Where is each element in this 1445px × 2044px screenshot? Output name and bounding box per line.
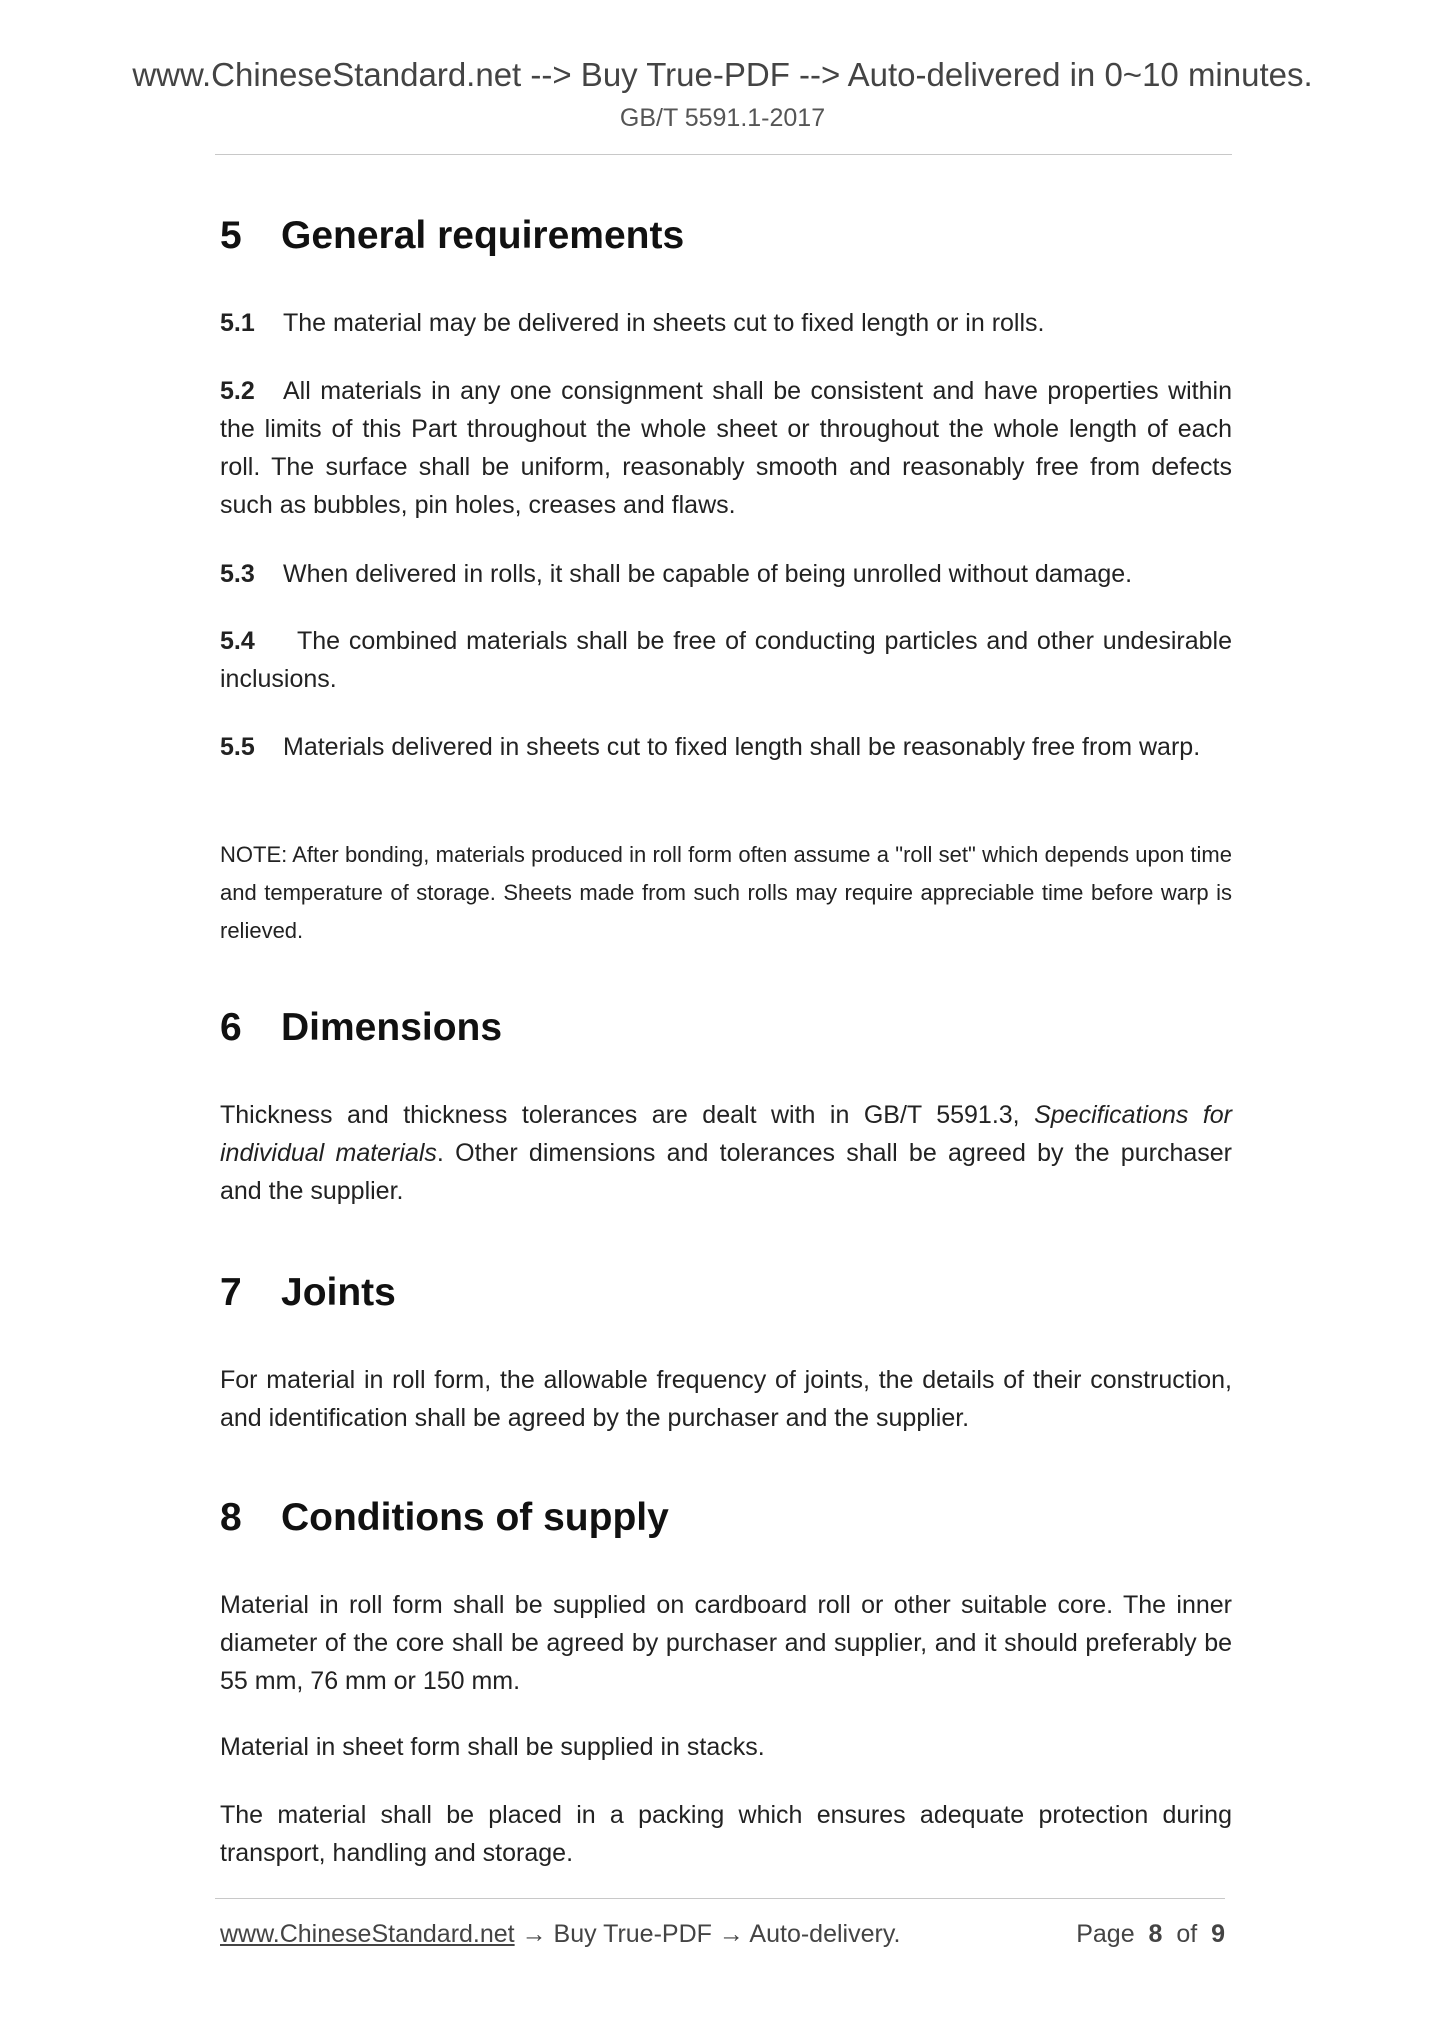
clause-5-2: [220, 372, 1232, 524]
section-7-heading: [220, 1271, 396, 1315]
clause-5-4: [220, 622, 1232, 698]
footer-buy-link[interactable]: Buy True-PDF: [553, 1920, 712, 1948]
clause-text: The combined materials shall be free of conducting particles and other undesirable inclusions.: [220, 627, 1232, 693]
clause-number: 5.5: [220, 733, 255, 761]
section-number: 7: [220, 1271, 242, 1314]
clause-number: 5.4: [220, 627, 255, 655]
note-roll-set: NOTE: After bonding, materials produced in roll form often assume a "roll set" which depends upon time and temperature of storage. Sheets made from such rolls may require appreciable time before warp is relieved.: [220, 842, 1232, 943]
clause-number: 5.1: [220, 309, 255, 337]
page-label: Page: [1076, 1920, 1135, 1948]
dimensions-reference-title: Specifications for individual materials: [220, 1101, 1232, 1167]
section-number: 6: [220, 1006, 242, 1049]
section-title: General requirements: [281, 214, 685, 257]
joints-paragraph: For material in roll form, the allowable frequency of joints, the details of their construction, and identification shall be agreed by the purchaser and the supplier.: [220, 1366, 1232, 1432]
supply-paragraph-stacks: Material in sheet form shall be supplied in stacks.: [220, 1733, 765, 1761]
dimensions-text-after: . Other dimensions and tolerances shall be agreed by the purchaser and the supplier.: [220, 1139, 1232, 1205]
supply-paragraph-packing: The material shall be placed in a packing which ensures adequate protection during transport, handling and storage.: [220, 1801, 1232, 1867]
clause-5-1: [220, 304, 1232, 342]
dimensions-text-before: Thickness and thickness tolerances are dealt with in GB/T 5591.3,: [220, 1101, 1035, 1129]
section-5-heading: [220, 214, 684, 258]
page-indicator: [1076, 1920, 1225, 1949]
clause-text: The material may be delivered in sheets cut to fixed length or in rolls.: [283, 309, 1045, 337]
clause-text: Materials delivered in sheets cut to fixed length shall be reasonably free from warp.: [283, 733, 1201, 761]
clause-text: All materials in any one consignment shall be consistent and have properties within the limits of this Part throughout the whole sheet or throughout the whole length of each roll. The surface shall be uniform, reasonably smooth and reasonably free from defects such as bubbles, pin holes, creases and flaws.: [220, 377, 1232, 519]
clause-number: 5.2: [220, 377, 255, 405]
header-banner[interactable]: www.ChineseStandard.net --> Buy True-PDF --> Auto-delivered in 0~10 minutes.: [132, 56, 1313, 93]
section-6-heading: [220, 1006, 502, 1050]
clause-5-5: [220, 728, 1232, 766]
page-footer: [220, 1920, 1225, 1949]
section-8-heading: [220, 1496, 669, 1540]
footer-auto-delivery: Auto-delivery.: [749, 1920, 901, 1948]
page-current: 8: [1148, 1920, 1163, 1948]
footer-divider: [215, 1898, 1225, 1899]
clause-number: 5.3: [220, 560, 255, 588]
page-of: of: [1176, 1920, 1198, 1948]
section-title: Joints: [281, 1271, 396, 1314]
header-standard-code: GB/T 5591.1-2017: [619, 104, 826, 132]
dimensions-paragraph: [220, 1096, 1232, 1210]
clause-text: When delivered in rolls, it shall be capable of being unrolled without damage.: [283, 560, 1133, 588]
section-number: 8: [220, 1496, 242, 1539]
page-total: 9: [1211, 1920, 1225, 1948]
section-title: Conditions of supply: [281, 1496, 669, 1539]
section-title: Dimensions: [281, 1006, 503, 1049]
footer-arrow-1: →: [514, 1920, 554, 1948]
footer-site-link[interactable]: www.ChineseStandard.net: [220, 1920, 515, 1948]
clause-5-3: [220, 555, 1232, 593]
header-divider: [215, 154, 1232, 155]
section-number: 5: [220, 214, 242, 257]
footer-arrow-2: →: [711, 1920, 750, 1948]
supply-paragraph-core: Material in roll form shall be supplied on cardboard roll or other suitable core. The inner diameter of the core shall be agreed by purchaser and supplier, and it should preferably be 55 mm, 76 mm or 150 mm.: [220, 1591, 1232, 1695]
